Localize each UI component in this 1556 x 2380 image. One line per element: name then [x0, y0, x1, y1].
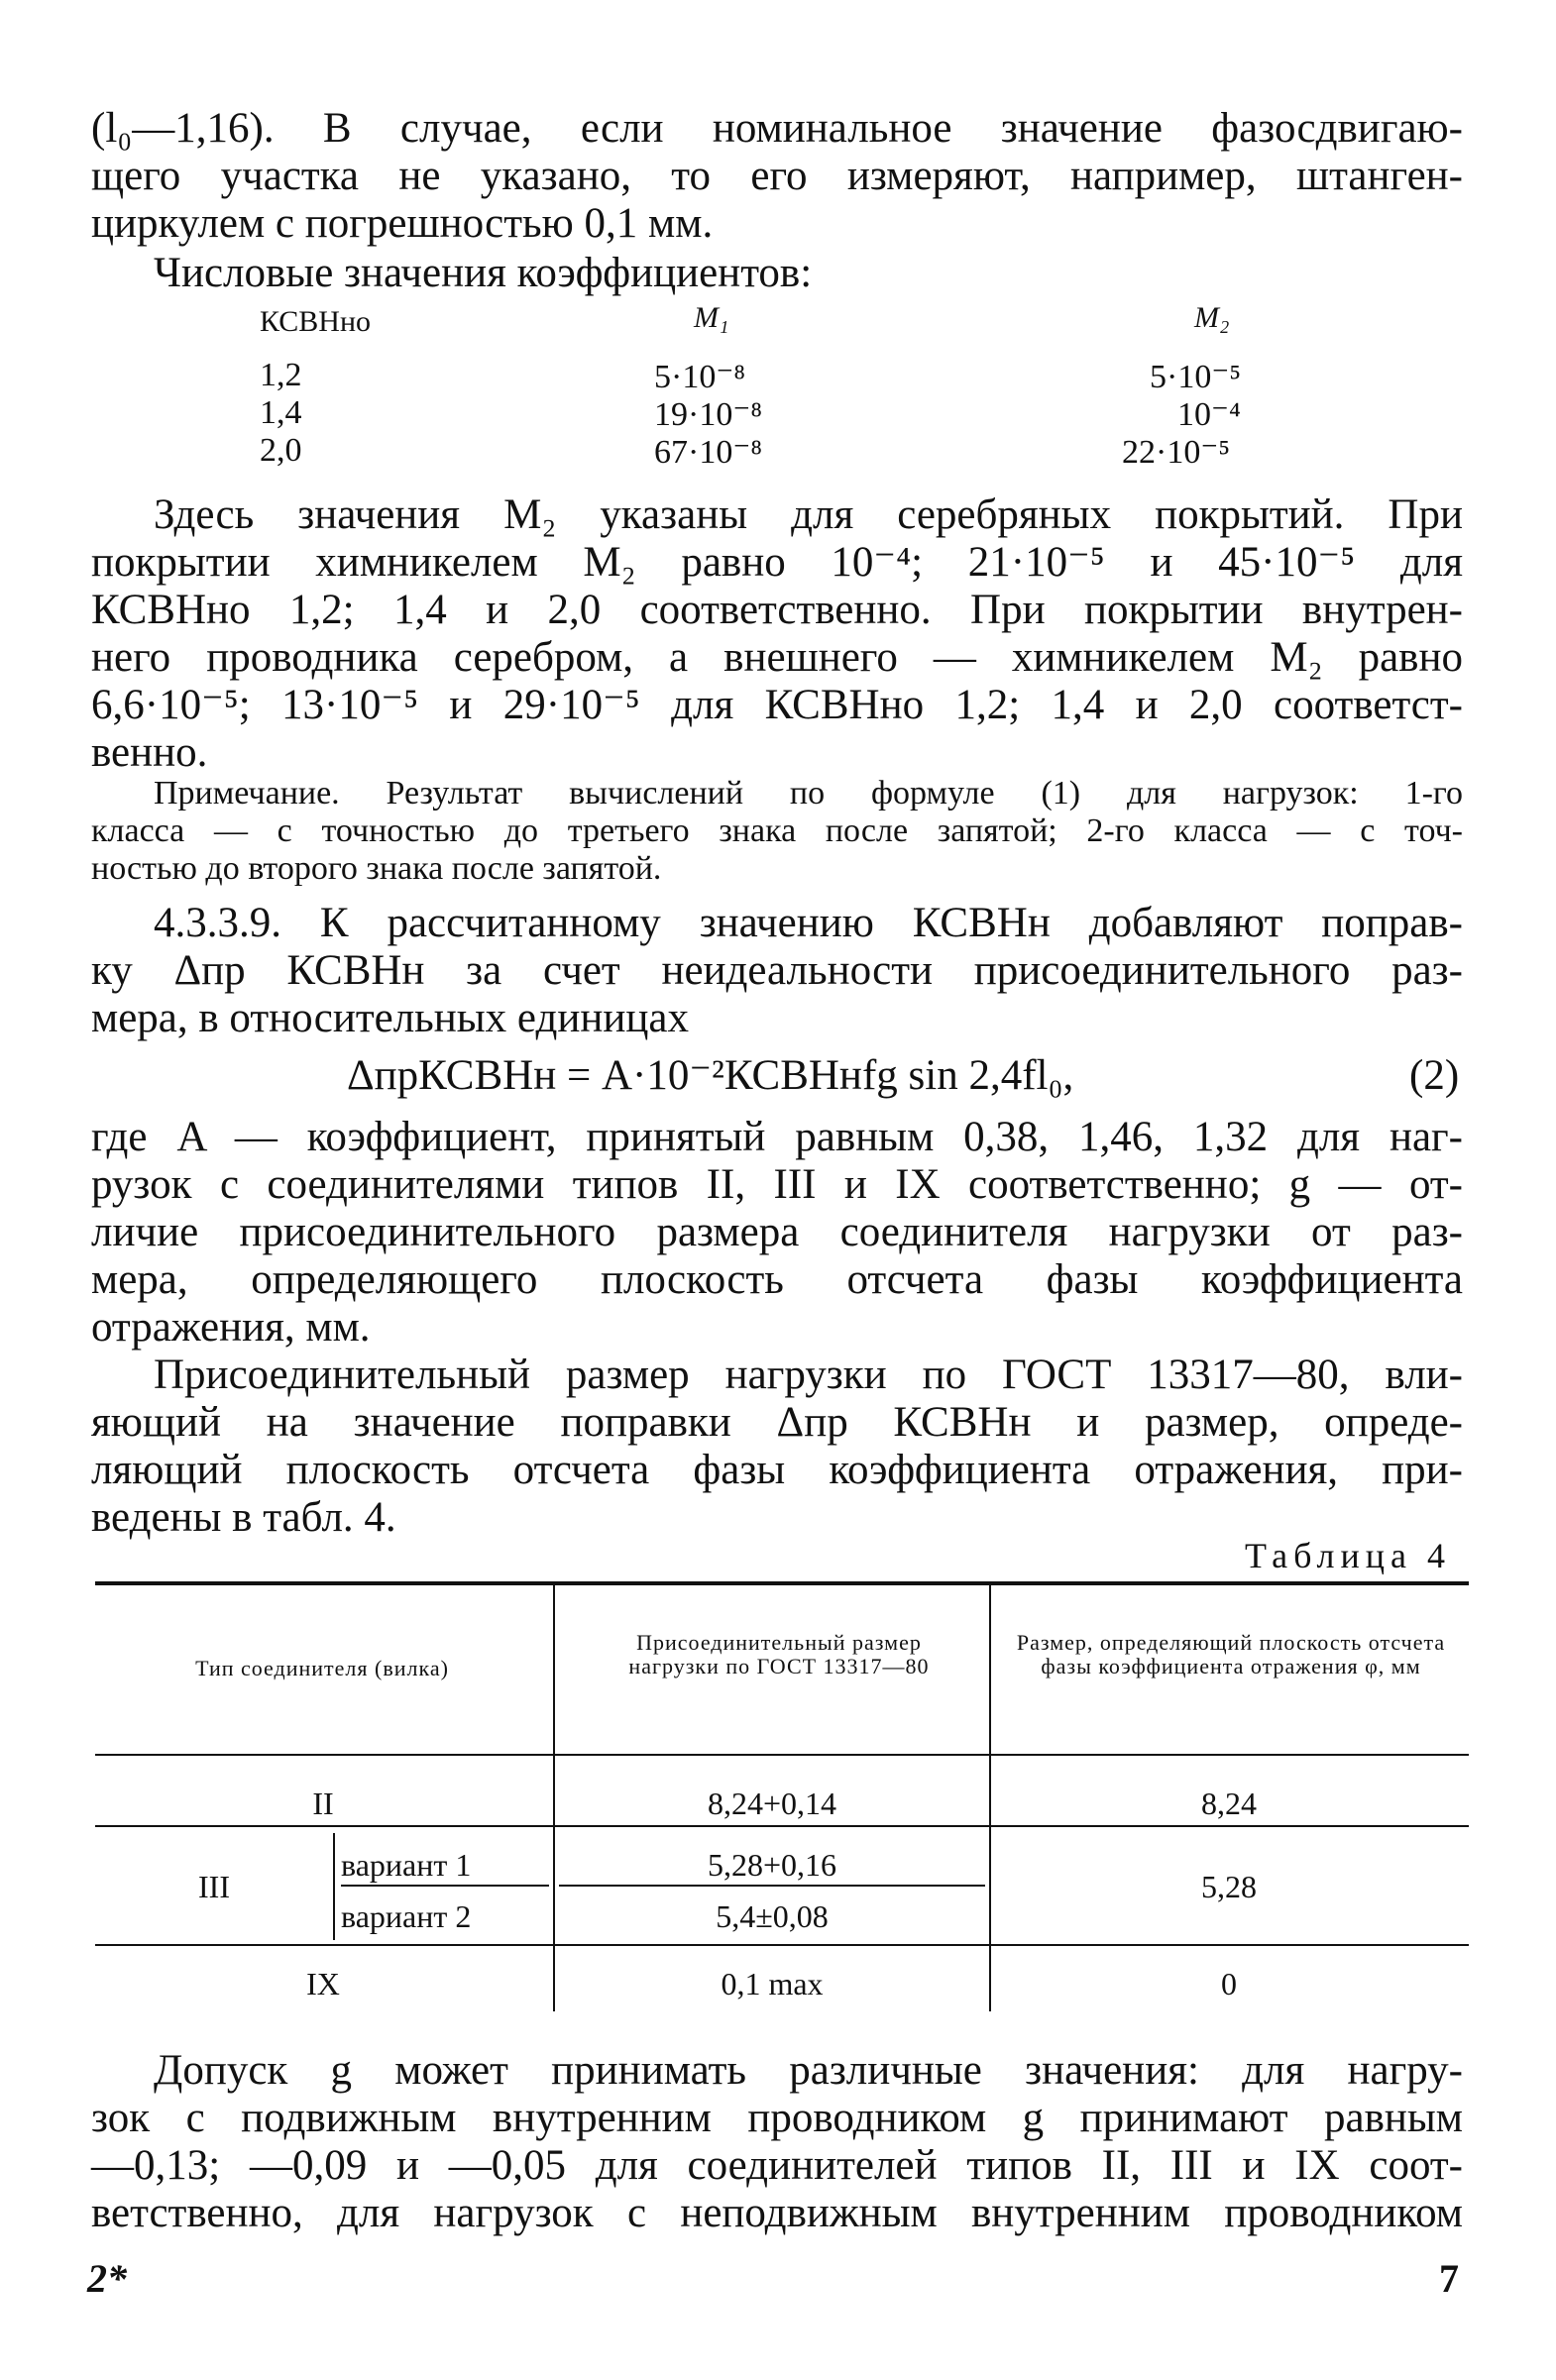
table-header-type: Тип соединителя (вилка) [195, 1656, 449, 1680]
paragraph1-line: щего участка не указано, то его измеряют, например, штанген- [91, 153, 1463, 199]
note-line: класса — с точностью до третьего знака после запятой; 2-го класса — с точ- [91, 812, 1463, 849]
table-cell-type: IX [306, 1966, 340, 2001]
table-row-rule [341, 1885, 549, 1887]
coef-row-m2: 22·10⁻⁵ [1122, 434, 1231, 471]
table-cell-reference: 0 [1221, 1966, 1237, 2001]
formula-number: (2) [1409, 1052, 1460, 1099]
table-cell-size: 5,28+0,16 [707, 1847, 837, 1883]
coef-row-m1: 5·10⁻⁸ [654, 359, 746, 395]
table-cell-variant: вариант 1 [341, 1847, 472, 1883]
section439-line: 4.3.3.9. К рассчитанному значению КСВНн добавляют поправ- [154, 900, 1463, 946]
paragraph4-line: ляющий плоскость отсчета фазы коэффициента отражения, при- [91, 1447, 1463, 1493]
paragraph5-line: ветственно, для нагрузок с неподвижным внутренним проводником [91, 2190, 1463, 2236]
coef-row-m1: 67·10⁻⁸ [654, 434, 763, 471]
paragraph2-line: Здесь значения M₂ указаны для серебряных покрытий. При [154, 491, 1463, 538]
paragraph4-line: ведены в табл. 4. [91, 1494, 396, 1541]
formula-text: ΔпрКСВНн = A·10⁻²КСВНнfg sin 2,4fl₀, [347, 1052, 1074, 1099]
paragraph3-line: личие присоединительного размера соединителя нагрузки от раз- [91, 1209, 1463, 1255]
note-line: Примечание. Результат вычислений по формуле (1) для нагрузок: 1-го [154, 775, 1463, 811]
section439-line: ку Δпр КСВНн за счет неидеальности присоединительного раз- [91, 947, 1463, 994]
page-number: 7 [1439, 2256, 1459, 2301]
table-row-rule [95, 1825, 1469, 1827]
coefficients-intro: Числовые значения коэффициентов: [154, 250, 813, 296]
paragraph5-line: —0,13; —0,09 и —0,05 для соединителей типов II, III и IX соот- [91, 2142, 1463, 2189]
coef-row-m2: 5·10⁻⁵ [1150, 359, 1242, 395]
table-cell-type: III [198, 1869, 230, 1904]
paragraph3-line: рузок с соединителями типов II, III и IX соответственно; g — от- [91, 1161, 1463, 1208]
paragraph1-line: циркулем с погрешностью 0,1 мм. [91, 200, 714, 247]
paragraph5-line: Допуск g может принимать различные значения: для нагру- [154, 2047, 1463, 2094]
coef-header-ksvn: КСВНно [260, 305, 372, 338]
table-cell-size: 0,1 max [721, 1966, 824, 2001]
table-header-reference: Размер, определяющий плоскость отсчета фазы коэффициента отражения φ, мм [1016, 1630, 1446, 1678]
paragraph4-line: яющий на значение поправки Δпр КСВНн и размер, опреде- [91, 1399, 1463, 1446]
table-cell-size: 5,4±0,08 [716, 1898, 829, 1934]
table-header-size: Присоединительный размер нагрузки по ГОСТ 13317—80 [628, 1630, 930, 1678]
paragraph2-line: КСВНно 1,2; 1,4 и 2,0 соответственно. При покрытии внутрен- [91, 587, 1463, 633]
coef-row-ksvn: 2,0 [260, 432, 302, 469]
paragraph2-line: него проводника серебром, а внешнего — химникелем M₂ равно [91, 634, 1463, 681]
table-header-rule [95, 1754, 1469, 1756]
table-caption: Таблица 4 [1245, 1536, 1451, 1575]
table-cell-reference: 8,24 [1201, 1785, 1257, 1821]
paragraph1-line: (l₀—1,16). В случае, если номинальное значение фазосдвигаю- [91, 105, 1463, 152]
paragraph2-line: венно. [91, 729, 208, 776]
paragraph2-line: 6,6·10⁻⁵; 13·10⁻⁵ и 29·10⁻⁵ для КСВНно 1,2; 1,4 и 2,0 соответст- [91, 682, 1463, 728]
coef-header-m2: M₂ [1194, 301, 1230, 334]
table-cell-variant: вариант 2 [341, 1898, 472, 1934]
coef-row-m2: 10⁻⁴ [1177, 396, 1241, 433]
paragraph3-line: мера, определяющего плоскость отсчета фазы коэффициента [91, 1256, 1463, 1303]
table-variant-divider [333, 1833, 335, 1940]
paragraph4-line: Присоединительный размер нагрузки по ГОСТ 13317—80, вли- [154, 1352, 1463, 1398]
table-cell-size: 8,24+0,14 [707, 1785, 837, 1821]
paragraph3-line: где A — коэффициент, принятый равным 0,38, 1,46, 1,32 для наг- [91, 1114, 1463, 1160]
paragraph5-line: зок с подвижным внутренним проводником g принимают равным [91, 2095, 1463, 2141]
table-row-rule [559, 1885, 985, 1887]
paragraph2-line: покрытии химникелем M₂ равно 10⁻⁴; 21·10⁻⁵ и 45·10⁻⁵ для [91, 539, 1463, 586]
table-cell-type: II [312, 1785, 334, 1821]
coef-row-ksvn: 1,4 [260, 394, 302, 431]
coef-header-m1: M₁ [694, 301, 729, 334]
paragraph3-line: отражения, мм. [91, 1304, 371, 1351]
section439-line: мера, в относительных единицах [91, 995, 689, 1041]
table-cell-reference: 5,28 [1201, 1869, 1257, 1904]
table-top-rule [95, 1581, 1469, 1585]
coef-row-ksvn: 1,2 [260, 357, 302, 393]
coef-row-m1: 19·10⁻⁸ [654, 396, 763, 433]
signature-mark: 2* [87, 2256, 127, 2301]
note-line: ностью до второго знака после запятой. [91, 850, 662, 887]
table-row-rule [95, 1944, 1469, 1946]
